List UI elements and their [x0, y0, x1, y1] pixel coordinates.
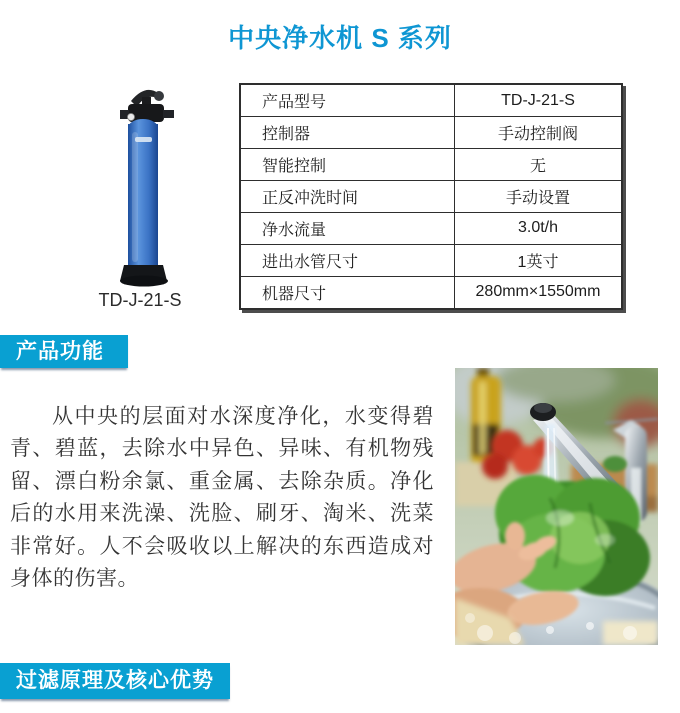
spec-row — [240, 149, 622, 181]
kitchen-photo — [455, 368, 658, 645]
spec-table-body — [240, 84, 622, 309]
spec-row — [240, 276, 622, 309]
product-model-caption: TD-J-21-S — [98, 290, 182, 310]
spec-value: 手动控制阀 — [455, 117, 623, 149]
section-heading-features: 产品功能 — [0, 335, 128, 368]
spec-label: 智能控制 — [240, 149, 455, 181]
section-heading-principle: 过滤原理及核心优势 — [0, 663, 230, 699]
spec-row — [240, 180, 622, 212]
feature-paragraph: 从中央的层面对水深度净化，水变得碧青、碧蓝，去除水中异色、异味、有机物残留、漂白粉余氯、重金属、去除杂质。净化后的水用来洗澡、洗脸、刷牙、淘米、洗菜非常好。人不会吸收以上解决的东西造成对身体的伤害。 — [10, 405, 434, 591]
spec-row — [240, 84, 622, 117]
page-title: 中央净水机 S 系列 — [228, 23, 452, 53]
spec-value: 280mm×1550mm — [455, 276, 623, 309]
spec-value: 1英寸 — [455, 244, 623, 276]
spec-value: 无 — [455, 149, 623, 181]
spec-value: TD-J-21-S — [455, 84, 623, 117]
tank-base — [120, 265, 168, 287]
spec-row — [240, 244, 622, 276]
washing-lettuce-illustration — [455, 368, 658, 645]
spec-value: 手动设置 — [455, 180, 623, 212]
tank-body — [128, 119, 158, 268]
spec-row — [240, 117, 622, 149]
brand-logo — [135, 137, 152, 142]
spec-label: 产品型号 — [240, 84, 455, 117]
spec-label: 机器尺寸 — [240, 276, 455, 309]
spec-label: 净水流量 — [240, 212, 455, 244]
tank-illustration — [95, 84, 200, 290]
spec-table — [239, 83, 623, 310]
spec-row — [240, 212, 622, 244]
spec-label: 控制器 — [240, 117, 455, 149]
spec-value: 3.0t/h — [455, 212, 623, 244]
spec-label: 进出水管尺寸 — [240, 244, 455, 276]
product-tank-image — [95, 84, 200, 290]
spec-label: 正反冲洗时间 — [240, 180, 455, 212]
